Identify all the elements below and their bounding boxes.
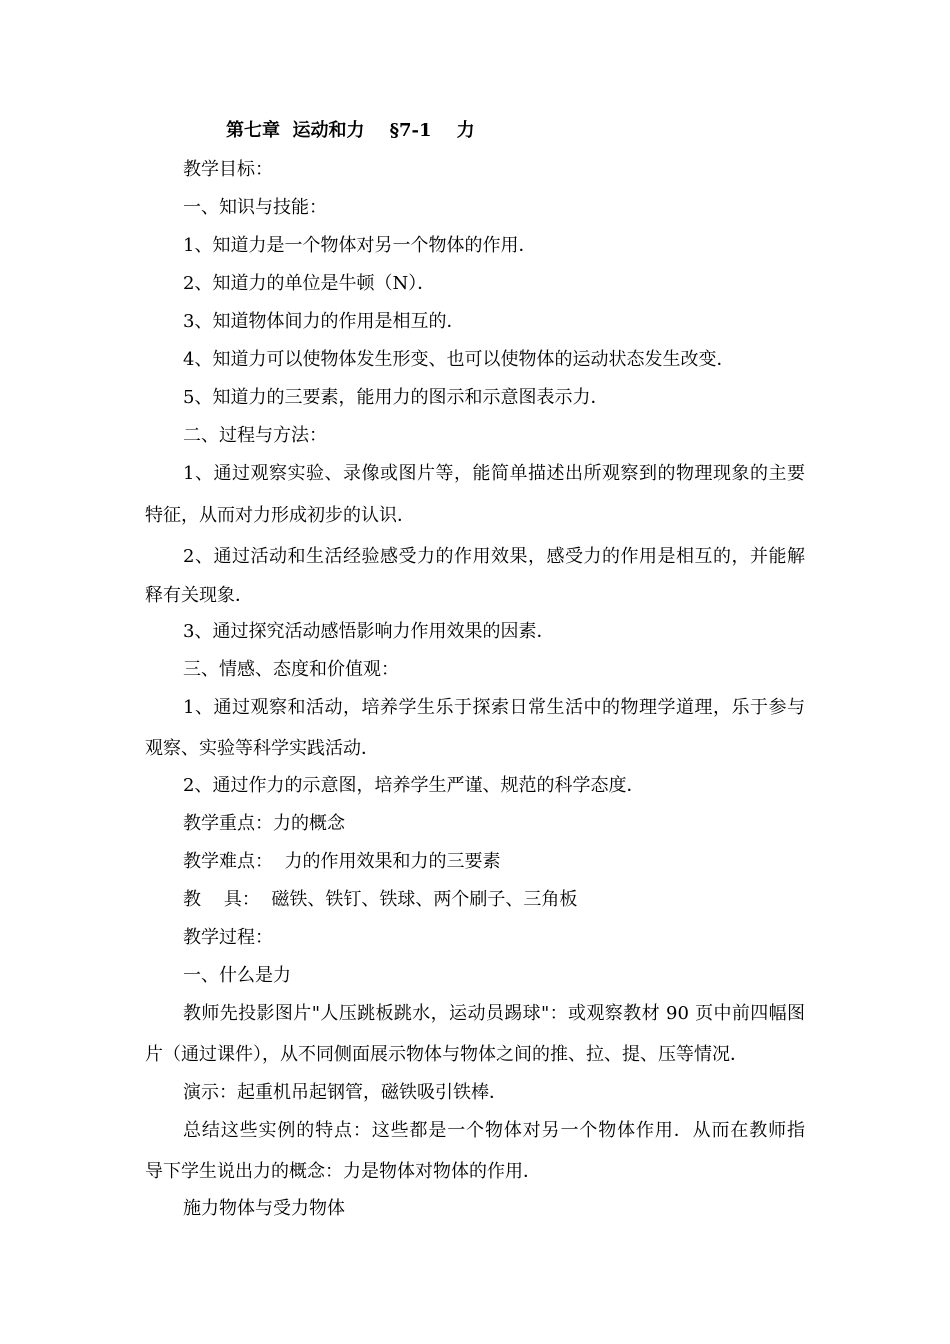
paragraph-line: 1、通过观察实验、录像或图片等，能简单描述出所观察到的物理现象的主要 xyxy=(183,463,805,484)
paragraph-line: 释有关现象． xyxy=(145,585,253,606)
paragraph-line: 教 具： 磁铁、铁钉、铁球、两个刷子、三角板 xyxy=(183,889,578,910)
paragraph-line: 2、知道力的单位是牛顿（N）． xyxy=(183,273,436,294)
paragraph-line: 教学重点：力的概念 xyxy=(183,813,345,834)
paragraph-line: 演示：起重机吊起钢管，磁铁吸引铁棒． xyxy=(183,1082,507,1103)
section-heading: 二、过程与方法： xyxy=(183,425,327,446)
paragraph-line: 2、通过活动和生活经验感受力的作用效果，感受力的作用是相互的，并能解 xyxy=(183,546,805,567)
paragraph-line: 5、知道力的三要素，能用力的图示和示意图表示力． xyxy=(183,387,609,408)
section-heading: 教学过程： xyxy=(183,927,273,948)
section-heading: 教学目标： xyxy=(183,159,273,180)
paragraph-line: 导下学生说出力的概念：力是物体对物体的作用． xyxy=(145,1161,541,1182)
paragraph-line: 特征，从而对力形成初步的认识． xyxy=(145,505,415,526)
chapter-title: 第七章 运动和力 §7-1 力 xyxy=(226,120,475,141)
paragraph-line: 教学难点： 力的作用效果和力的三要素 xyxy=(183,851,501,872)
paragraph-line: 片（通过课件），从不同侧面展示物体与物体之间的推、拉、提、压等情况． xyxy=(145,1044,748,1065)
paragraph-line: 教师先投影图片"人压跳板跳水，运动员踢球"：或观察教材 90 页中前四幅图 xyxy=(183,1003,805,1024)
paragraph-line: 观察、实验等科学实践活动． xyxy=(145,738,379,759)
paragraph-line: 施力物体与受力物体 xyxy=(183,1198,345,1219)
section-heading: 一、什么是力 xyxy=(183,965,291,986)
paragraph-line: 1、通过观察和活动，培养学生乐于探索日常生活中的物理学道理，乐于参与 xyxy=(183,697,805,718)
paragraph-line: 1、知道力是一个物体对另一个物体的作用． xyxy=(183,235,537,256)
paragraph-line: 3、知道物体间力的作用是相互的． xyxy=(183,311,465,332)
paragraph-line: 2、通过作力的示意图，培养学生严谨、规范的科学态度． xyxy=(183,775,645,796)
paragraph-line: 3、通过探究活动感悟影响力作用效果的因素． xyxy=(183,621,555,642)
paragraph-line: 4、知道力可以使物体发生形变、也可以使物体的运动状态发生改变． xyxy=(183,349,735,370)
section-heading: 三、情感、态度和价值观： xyxy=(183,659,399,680)
paragraph-line: 总结这些实例的特点：这些都是一个物体对另一个物体作用．从而在教师指 xyxy=(183,1120,805,1141)
section-heading: 一、知识与技能： xyxy=(183,197,327,218)
